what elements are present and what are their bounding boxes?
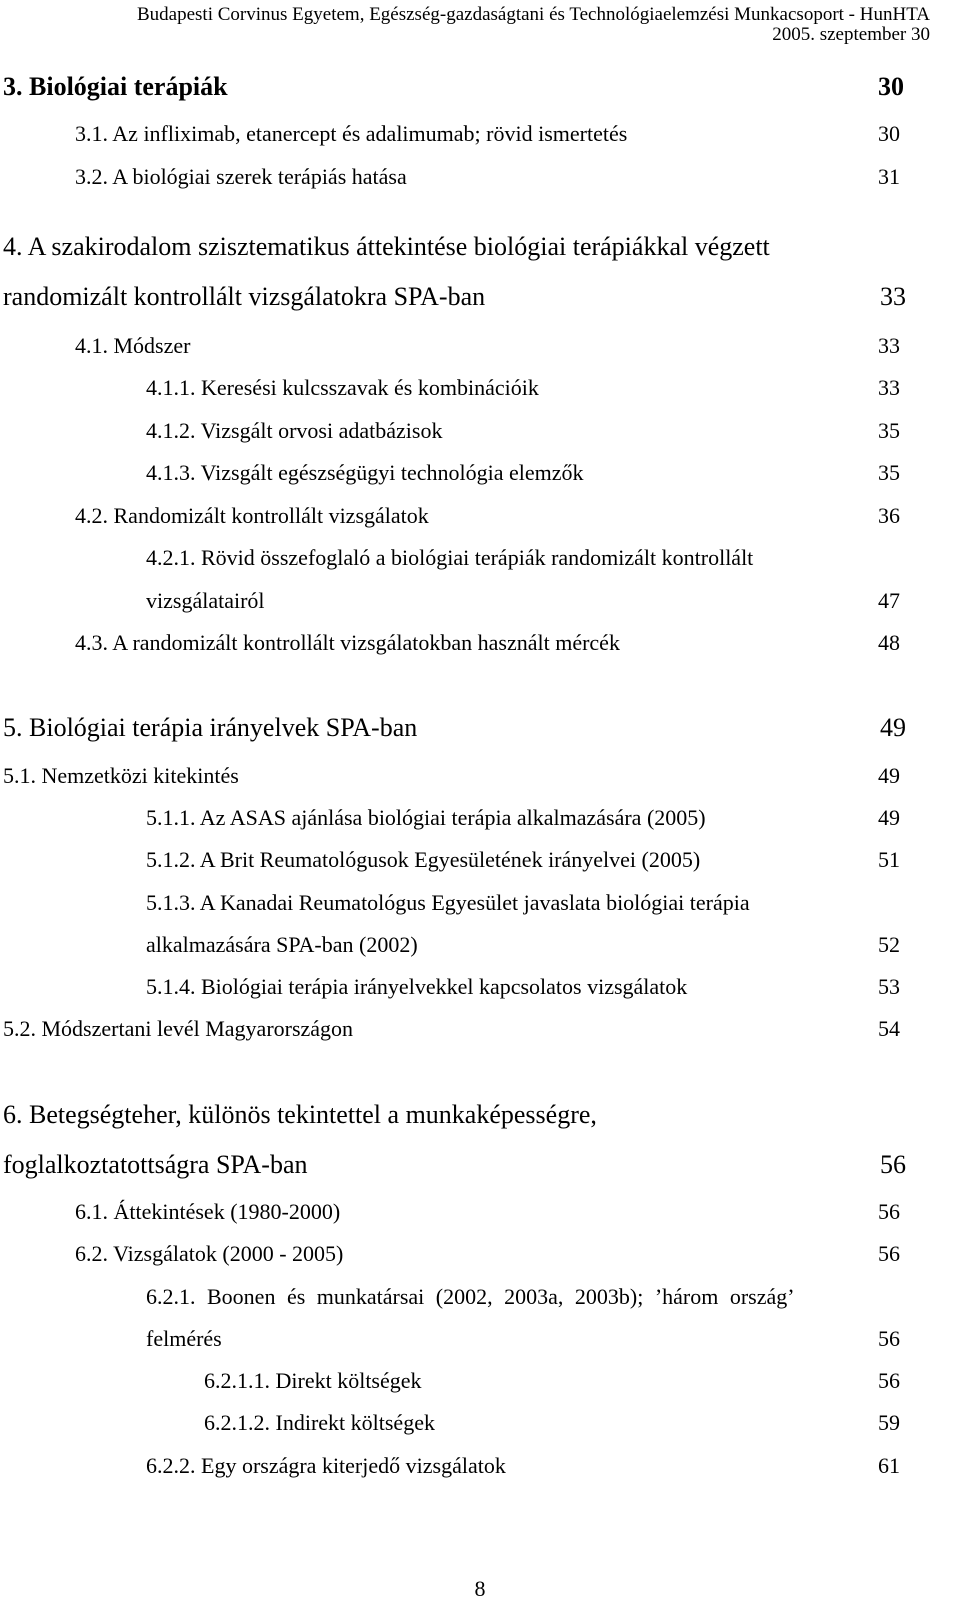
toc-entry[interactable]: [0, 1453, 960, 1493]
toc-entry-page: 53: [878, 974, 900, 999]
toc-entry[interactable]: [0, 1326, 960, 1366]
toc-entry[interactable]: [0, 72, 960, 112]
toc-entry-page: 61: [878, 1453, 900, 1478]
toc-entry-title: 5.1.3. A Kanadai Reumatológus Egyesület javaslata biológiai terápia: [146, 890, 750, 915]
toc-entry-title: 3. Biológiai terápiák: [3, 72, 228, 101]
toc-entry-page: 56: [878, 1368, 900, 1393]
toc-entry[interactable]: [0, 1100, 960, 1140]
toc-entry-title: 4. A szakirodalom szisztematikus áttekintése biológiai terápiákkal végzett: [3, 232, 770, 261]
toc-entry-page: 47: [878, 588, 900, 613]
toc-entry[interactable]: [0, 375, 960, 415]
toc-entry-title: vizsgálatairól: [146, 588, 265, 613]
header-date: 2005. szeptember 30: [772, 24, 930, 45]
toc-entry[interactable]: [0, 418, 960, 458]
toc-entry-title: 6.1. Áttekintések (1980-2000): [75, 1199, 341, 1224]
toc-entry-page: 56: [878, 1241, 900, 1266]
toc-entry-title: alkalmazására SPA-ban (2002): [146, 932, 418, 957]
toc-entry[interactable]: [0, 890, 960, 930]
toc-entry-page: 49: [878, 805, 900, 830]
toc-entry-page: 35: [878, 460, 900, 485]
toc-entry-title: 4.1. Módszer: [75, 333, 191, 358]
toc-entry-title: 5.1.1. Az ASAS ajánlása biológiai terápia alkalmazására (2005): [146, 805, 706, 830]
toc-entry-title: 4.1.3. Vizsgált egészségügyi technológia elemzők: [146, 460, 584, 485]
toc-entry[interactable]: [0, 805, 960, 845]
toc-entry-title: foglalkoztatottságra SPA-ban: [3, 1150, 308, 1179]
toc-entry[interactable]: [0, 232, 960, 272]
toc-entry-title: 6.2.1. Boonen és munkatársai (2002, 2003a, 2003b); ’három ország’: [146, 1284, 795, 1309]
toc-entry-title: 4.1.2. Vizsgált orvosi adatbázisok: [146, 418, 443, 443]
toc-entry-page: 33: [878, 375, 900, 400]
toc-entry-title: 5.2. Módszertani levél Magyarországon: [3, 1016, 354, 1041]
toc-entry-title: 6.2.1.1. Direkt költségek: [204, 1368, 422, 1393]
toc-entry[interactable]: [0, 121, 960, 161]
toc-entry-title: 4.3. A randomizált kontrollált vizsgálatokban használt mércék: [75, 630, 620, 655]
toc-entry-title: 6.2.1.2. Indirekt költségek: [204, 1410, 435, 1435]
toc-entry-page: 52: [878, 932, 900, 957]
toc-entry-title: 4.2. Randomizált kontrollált vizsgálatok: [75, 503, 429, 528]
toc-entry[interactable]: [0, 932, 960, 972]
toc-entry[interactable]: [0, 1368, 960, 1408]
toc-entry-title: 4.2.1. Rövid összefoglaló a biológiai terápiák randomizált kontrollált: [146, 545, 754, 570]
toc-entry-title: 4.1.1. Keresési kulcsszavak és kombinációik: [146, 375, 539, 400]
toc-entry-page: 56: [880, 1150, 906, 1179]
toc-entry[interactable]: [0, 503, 960, 543]
toc-entry-title: 3.2. A biológiai szerek terápiás hatása: [75, 164, 407, 189]
toc-entry[interactable]: [0, 1410, 960, 1450]
toc-entry-page: 49: [878, 763, 900, 788]
toc-entry-title: felmérés: [146, 1326, 222, 1351]
toc-entry-page: 30: [878, 72, 904, 101]
toc-entry[interactable]: [0, 1241, 960, 1281]
toc-entry-page: 36: [878, 503, 900, 528]
toc-entry-title: 5.1.2. A Brit Reumatológusok Egyesületének irányelvei (2005): [146, 847, 701, 872]
toc-entry[interactable]: [0, 1150, 960, 1190]
toc-entry-page: 30: [878, 121, 900, 146]
toc-entry[interactable]: [0, 460, 960, 500]
toc-entry-page: 31: [878, 164, 900, 189]
toc-entry-page: 59: [878, 1410, 900, 1435]
toc-entry-page: 56: [878, 1326, 900, 1351]
toc-entry-page: 33: [878, 333, 900, 358]
toc-entry-title: 5.1. Nemzetközi kitekintés: [3, 763, 239, 788]
page-number: 8: [474, 1576, 486, 1601]
toc-entry[interactable]: [0, 1199, 960, 1239]
toc-entry-page: 51: [878, 847, 900, 872]
toc-entry[interactable]: [0, 974, 960, 1014]
running-header: Budapesti Corvinus Egyetem, Egészség-gazdaságtani és Technológiaelemzési Munkacsoport - HunHTA: [137, 4, 930, 25]
toc-entry[interactable]: [0, 763, 960, 803]
toc-entry-title: randomizált kontrollált vizsgálatokra SPA-ban: [3, 282, 486, 311]
toc-entry[interactable]: [0, 1016, 960, 1056]
toc-entry-title: 6.2. Vizsgálatok (2000 - 2005): [75, 1241, 344, 1266]
toc-entry-title: 6.2.2. Egy országra kiterjedő vizsgálatok: [146, 1453, 506, 1478]
toc-entry-page: 56: [878, 1199, 900, 1224]
toc-entry[interactable]: [0, 164, 960, 204]
toc-entry-page: 33: [880, 282, 906, 311]
toc-entry[interactable]: [0, 588, 960, 628]
toc-entry-title: 5.1.4. Biológiai terápia irányelvekkel kapcsolatos vizsgálatok: [146, 974, 688, 999]
toc-entry-page: 54: [878, 1016, 900, 1041]
toc-entry[interactable]: [0, 545, 960, 585]
toc-entry[interactable]: [0, 713, 960, 753]
toc-entry[interactable]: [0, 847, 960, 887]
toc-entry-page: 35: [878, 418, 900, 443]
toc-entry[interactable]: [0, 333, 960, 373]
toc-entry[interactable]: [0, 1284, 960, 1324]
toc-entry[interactable]: [0, 282, 960, 322]
toc-entry-title: 5. Biológiai terápia irányelvek SPA-ban: [3, 713, 418, 742]
toc-entry-title: 6. Betegségteher, különös tekintettel a munkaképességre,: [3, 1100, 597, 1129]
toc-entry[interactable]: [0, 630, 960, 670]
toc-entry-title: 3.1. Az infliximab, etanercept és adalimumab; rövid ismertetés: [75, 121, 628, 146]
toc-entry-page: 48: [878, 630, 900, 655]
toc-entry-page: 49: [880, 713, 906, 742]
